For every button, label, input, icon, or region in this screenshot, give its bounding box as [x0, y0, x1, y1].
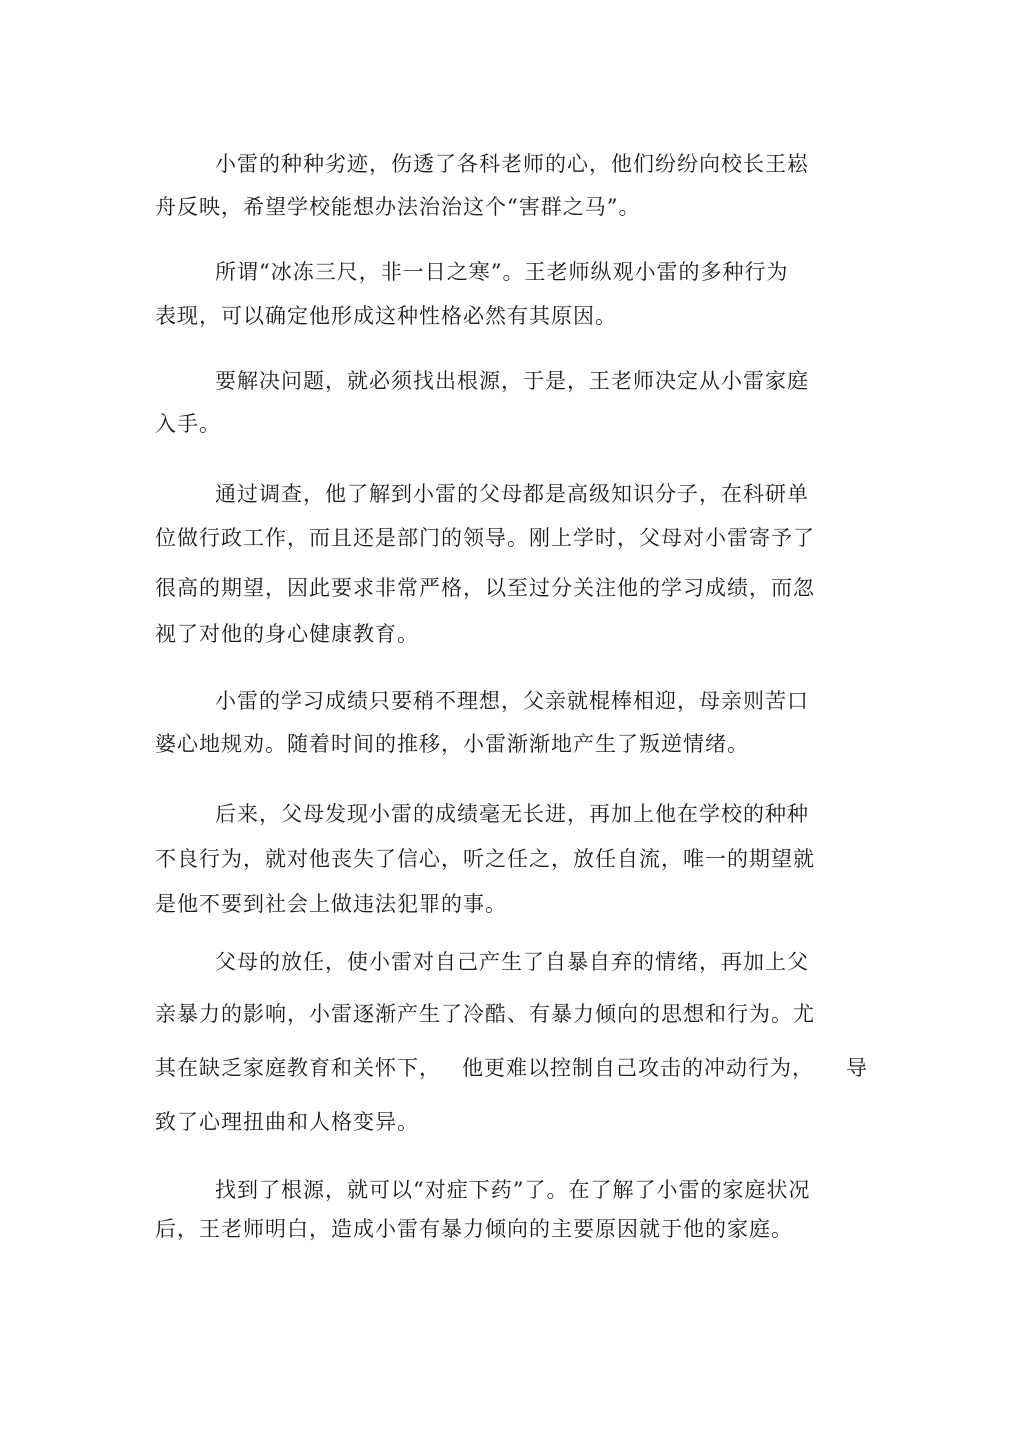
paragraph-line: 舟反映，希望学校能想办法治治这个“害群之马”。 [155, 195, 641, 219]
paragraph-line: 是他不要到社会上做违法犯罪的事。 [155, 892, 507, 916]
paragraph-line: 找到了根源，就可以“对症下药”了。在了解了小雷的家庭状况 [215, 1178, 811, 1202]
paragraph-line: 表现，可以确定他形成这种性格必然有其原因。 [155, 304, 617, 328]
paragraph-line: 父母的放任，使小雷对自己产生了自暴自弃的情绪，再加上父 [215, 950, 809, 974]
paragraph-line: 亲暴力的影响，小雷逐渐产生了冷酷、有暴力倾向的思想和行为。尤 [155, 1002, 815, 1026]
paragraph-line: 视了对他的身心健康教育。 [155, 622, 419, 646]
paragraph-line: 婆心地规劝。随着时间的推移，小雷渐渐地产生了叛逆情绪。 [155, 732, 749, 756]
paragraph-line: 其在缺乏家庭教育和关怀下， [155, 1056, 441, 1080]
paragraph-line: 所谓“冰冻三尺，非一日之寒”。王老师纵观小雷的多种行为 [215, 260, 789, 284]
paragraph-line: 入手。 [155, 412, 221, 436]
paragraph-line: 致了心理扭曲和人格变异。 [155, 1110, 419, 1134]
paragraph-line: 小雷的学习成绩只要稍不理想，父亲就棍棒相迎，母亲则苦口 [215, 689, 809, 713]
paragraph-line: 不良行为，就对他丧失了信心，听之任之，放任自流，唯一的期望就 [155, 847, 815, 871]
paragraph-line: 通过调查，他了解到小雷的父母都是高级知识分子，在科研单 [215, 482, 809, 506]
paragraph-line: 要解决问题，就必须找出根源，于是，王老师决定从小雷家庭 [215, 369, 809, 393]
paragraph-line: 后来，父母发现小雷的成绩毫无长进，再加上他在学校的种种 [215, 802, 809, 826]
paragraph-line: 后，王老师明白，造成小雷有暴力倾向的主要原因就于他的家庭。 [155, 1217, 793, 1241]
paragraph-line: 很高的期望，因此要求非常严格，以至过分关注他的学习成绩，而忽 [155, 576, 815, 600]
paragraph-line: 他更难以控制自己攻击的冲动行为， [462, 1056, 814, 1080]
paragraph-line: 小雷的种种劣迹，伤透了各科老师的心，他们纷纷向校长王崧 [215, 152, 809, 176]
paragraph-line: 位做行政工作，而且还是部门的领导。刚上学时，父母对小雷寄予了 [155, 526, 815, 550]
paragraph-line: 导 [846, 1056, 868, 1080]
